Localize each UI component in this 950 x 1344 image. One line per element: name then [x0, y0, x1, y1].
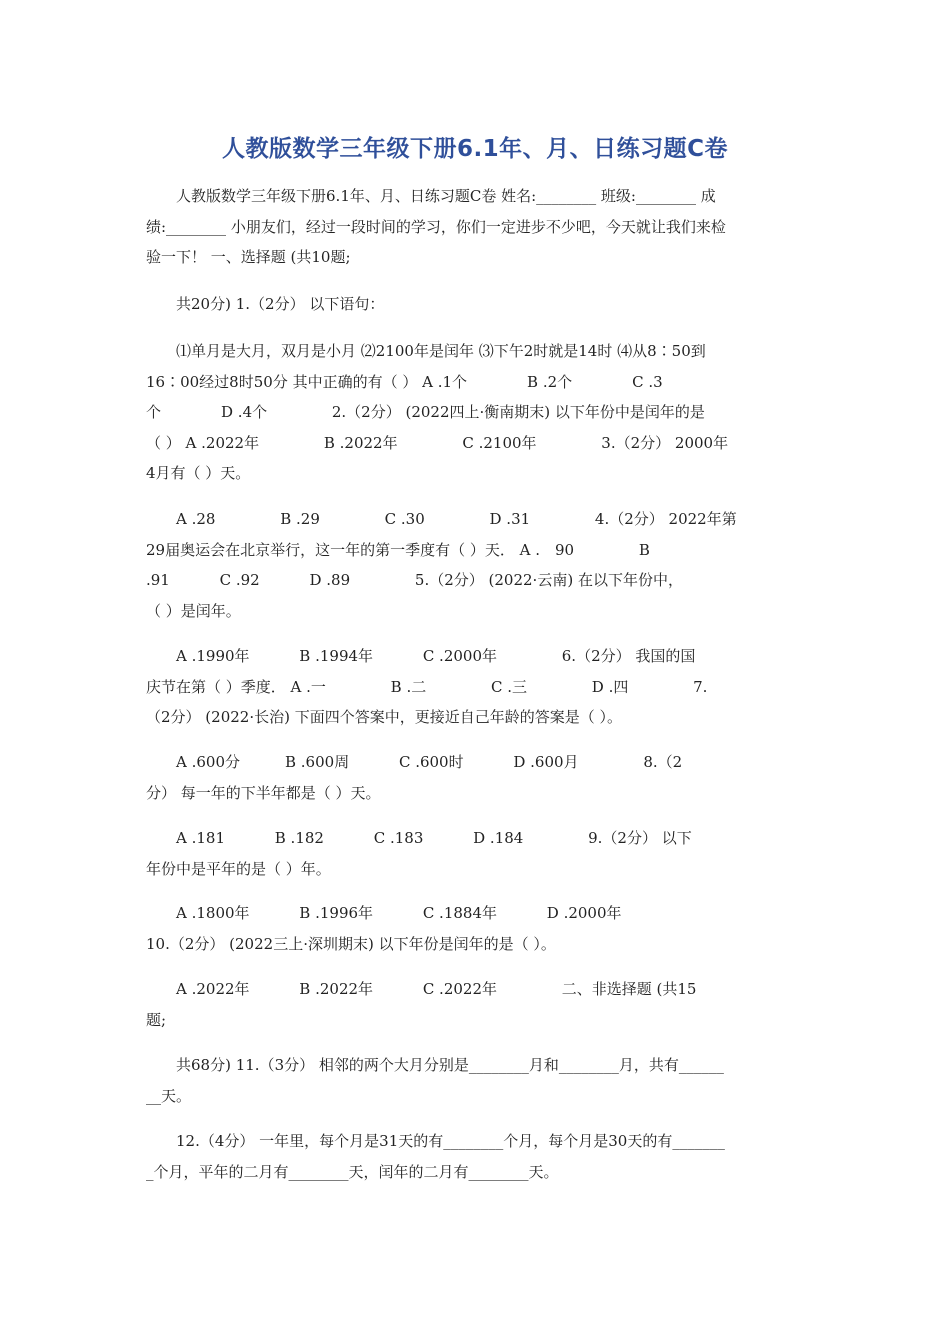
text-line: 4月有（ ）天。: [146, 464, 251, 482]
text-line: 题;: [146, 1010, 167, 1029]
text-line: 庆节在第（ ）季度． A .一 B .二 C .三 D .四 7.: [146, 677, 708, 696]
text-line: A .181 B .182 C .183 D .184 9.（2分） 以下: [146, 829, 692, 847]
text-line: A .1800年 B .1996年 C .1884年 D .2000年: [146, 904, 622, 922]
text-line: __天。: [146, 1086, 192, 1105]
text-line: A .2022年 B .2022年 C .2022年 二、非选择题 (共15: [146, 980, 697, 998]
text-line: _个月，平年的二月有________天，闰年的二月有________天。: [146, 1162, 559, 1181]
text-line: 个 D .4个 2.（2分） (2022四上·衡南期末) 以下年份中是闰年的是: [146, 403, 705, 421]
text-line: ⑴单月是大月，双月是小月 ⑵2100年是闰年 ⑶下午2时就是14时 ⑷从8∶50到: [146, 342, 706, 360]
text-line: （ ）是闰年。: [146, 601, 241, 620]
text-line: 分） 每一年的下半年都是（ ）天。: [146, 783, 381, 802]
text-line: 人教版数学三年级下册6.1年、月、日练习题C卷 姓名:________ 班级:________ 成: [146, 187, 716, 205]
text-line: 16∶00经过8时50分 其中正确的有（ ） A .1个 B .2个 C .3: [146, 372, 663, 391]
text-line: （2分） (2022·长治) 下面四个答案中，更接近自己年龄的答案是（ ）。: [146, 708, 622, 726]
text-line: 12.（4分） 一年里，每个月是31天的有________个月，每个月是30天的有_______: [146, 1132, 725, 1150]
text-line: （ ） A .2022年 B .2022年 C .2100年 3.（2分） 2000年: [146, 433, 729, 452]
text-line: 29届奥运会在北京举行，这一年的第一季度有（ ）天． A . 90 B: [146, 540, 650, 559]
text-line: 验一下！ 一、选择题 (共10题;: [146, 248, 351, 266]
text-line: A .600分 B .600周 C .600时 D .600月 8.（2: [146, 753, 683, 771]
text-line: .91 C .92 D .89 5.（2分） (2022·云南) 在以下年份中，: [146, 571, 683, 589]
text-line: A .28 B .29 C .30 D .31 4.（2分） 2022年第: [146, 510, 737, 528]
text-line: 共20分) 1.（2分） 以下语句：: [146, 295, 385, 313]
text-line: 绩:________ 小朋友们，经过一段时间的学习，你们一定进步不少吧，今天就让我们来检: [146, 217, 726, 236]
document-title: 人教版数学三年级下册6.1年、月、日练习题C卷: [221, 136, 729, 162]
text-line: A .1990年 B .1994年 C .2000年 6.（2分） 我国的国: [146, 647, 696, 665]
text-line: 共68分) 11.（3分） 相邻的两个大月分别是________月和________月，共有______: [146, 1056, 724, 1074]
text-line: 10.（2分） (2022三上·深圳期末) 以下年份是闰年的是（ ）。: [146, 934, 556, 953]
text-line: 年份中是平年的是（ ）年。: [146, 859, 331, 878]
